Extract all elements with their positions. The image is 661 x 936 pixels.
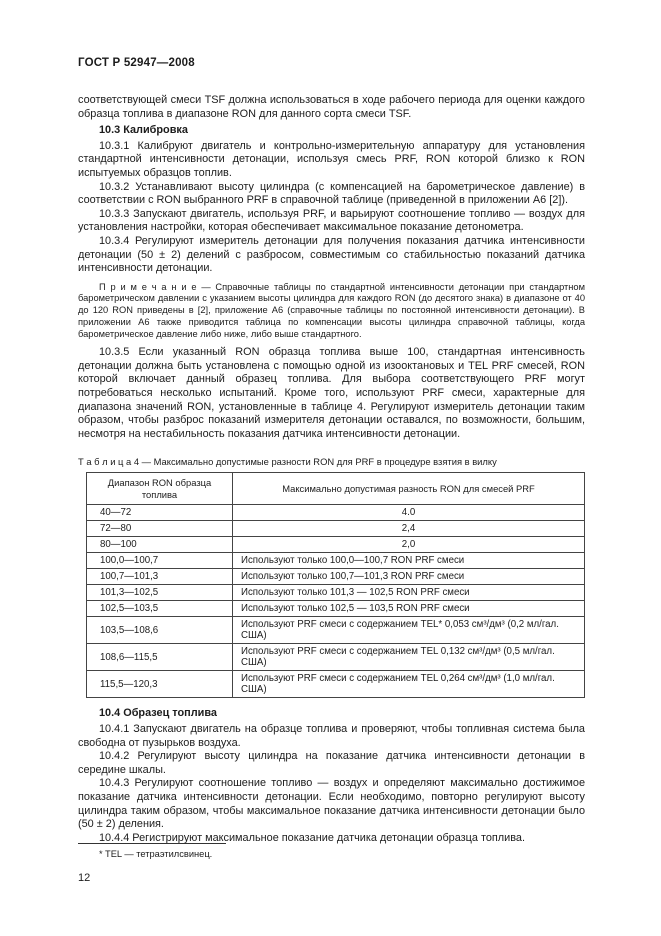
paragraph-intro: соответствующей смеси TSF должна использоваться в ходе рабочего периода для оценки каждого образца топлива в диапазоне RON для данного сорта смеси TSF. xyxy=(78,94,585,120)
table-row xyxy=(87,601,585,617)
table-header-row xyxy=(87,473,585,505)
range-cell: 72—80 xyxy=(87,521,233,537)
value-cell: 2,4 xyxy=(233,521,585,537)
header-cell-diff: Максимально допустимая разность RON для смесей PRF xyxy=(233,473,585,505)
value-cell: Используют только 100,7—101,3 RON PRF смеси xyxy=(233,569,585,585)
table-row xyxy=(87,671,585,698)
ron-prf-table xyxy=(86,472,585,698)
footnote-text: * TEL — тетраэтилсвинец. xyxy=(99,849,213,859)
range-cell: 108,6—115,5 xyxy=(87,644,233,671)
value-cell: Используют только 101,3 — 102,5 RON PRF смеси xyxy=(233,585,585,601)
range-cell: 101,3—102,5 xyxy=(87,585,233,601)
header-cell-range: Диапазон RON образца топлива xyxy=(87,473,233,505)
table-row xyxy=(87,644,585,671)
table-row xyxy=(87,569,585,585)
paragraph-10-4-2: 10.4.2 Регулируют высоту цилиндра на показание датчика интенсивности детонации в середине шкалы. xyxy=(78,750,585,776)
value-cell: 2,0 xyxy=(233,537,585,553)
value-cell: 4.0 xyxy=(233,505,585,521)
value-cell: Используют PRF смеси с содержанием TEL 0,264 см³/дм³ (1,0 мл/гал. США) xyxy=(233,671,585,698)
paragraph-10-4-3: 10.4.3 Регулируют соотношение топливо — воздух и определяют максимально достижимое показание датчика интенсивности детонации. Если необходимо, повторно регулируют высоту цилиндра таким образом, чтобы максимальное показание датчика интенсивности детонации было (50 ± 2) деления. xyxy=(78,777,585,831)
value-cell: Используют PRF смеси с содержанием TEL 0,132 см³/дм³ (0,5 мл/гал. США) xyxy=(233,644,585,671)
section-heading-10-4: 10.4 Образец топлива xyxy=(99,707,217,720)
range-cell: 103,5—108,6 xyxy=(87,617,233,644)
table-row xyxy=(87,505,585,521)
table-row xyxy=(87,521,585,537)
document-header: ГОСТ Р 52947—2008 xyxy=(78,57,195,69)
table-row xyxy=(87,553,585,569)
range-cell: 115,5—120,3 xyxy=(87,671,233,698)
paragraph-10-3-4: 10.3.4 Регулируют измеритель детонации для получения показания датчика интенсивности детонации (50 ± 2) делений с разбросом, совместимым со стабильностью показаний датчика интенсивности детонации. xyxy=(78,234,585,275)
paragraph-10-3-2: 10.3.2 Устанавливают высоту цилиндра (с компенсацией на барометрическое давление) в соответствии с RON выбранного PRF в справочной таблице (приведенной в приложении А6 [2]). xyxy=(78,180,585,207)
footnote-divider xyxy=(78,843,226,844)
range-cell: 80—100 xyxy=(87,537,233,553)
paragraph-10-3-3: 10.3.3 Запускают двигатель, используя PRF, и варьируют соотношение топливо — воздух для установления настройки, которая обеспечивает максимальное показание детонометра. xyxy=(78,207,585,234)
table-row xyxy=(87,537,585,553)
range-cell: 100,7—101,3 xyxy=(87,569,233,585)
document-body xyxy=(78,94,585,845)
paragraph-10-3-5: 10.3.5 Если указанный RON образца топлива выше 100, стандартная интенсивность детонации должна быть установлена с помощью одной из изооктановых и TEL PRF смесей, RON которой включает данный образец топлива. Для выбора соответствующего PRF могут потребоваться несколько испытаний. Кроме того, используют PRF смеси, характерные для диапазона значений RON, установленные в таблице 4. Регулируют измеритель детонации таким образом, чтобы разброс показаний измерителя детонации оставался, по возможности, большим, несмотря на нестабильность показания датчика интенсивности детонации. xyxy=(78,346,585,440)
page-number: 12 xyxy=(78,872,91,884)
table-row xyxy=(87,617,585,644)
value-cell: Используют только 100,0—100,7 RON PRF смеси xyxy=(233,553,585,569)
paragraph-10-3-1: 10.3.1 Калибруют двигатель и контрольно-измерительную аппаратуру для установления стандартной интенсивности детонации, используя смесь PRF, RON которой близко к RON испытуемых образцов топлив. xyxy=(78,139,585,179)
note-block: П р и м е ч а н и е — Справочные таблицы по стандартной интенсивности детонации при стандартном барометрическом давлении с указанием высоты цилиндра для каждого RON (до десятого знака) в диапазоне от 40 до 120 RON приведены в [2], приложение А6 (справочные таблицы по постоянной интенсивности детонации). В приложении А6 также приводится таблица по компенсации высоты цилиндра справочной таблицы, когда барометрическое давление либо ниже, либо выше стандартного. xyxy=(78,281,585,339)
paragraph-10-4-4: 10.4.4 Регистрируют максимальное показание датчика детонации образца топлива. xyxy=(99,831,525,844)
range-cell: 40—72 xyxy=(87,505,233,521)
paragraph-10-4-1: 10.4.1 Запускают двигатель на образце топлива и проверяют, чтобы топливная система была свободна от пузырьков воздуха. xyxy=(78,722,585,749)
value-cell: Используют PRF смеси с содержанием TEL* 0,053 см³/дм³ (0,2 мл/гал. США) xyxy=(233,617,585,644)
value-cell: Используют только 102,5 — 103,5 RON PRF смеси xyxy=(233,601,585,617)
range-cell: 102,5—103,5 xyxy=(87,601,233,617)
table-row xyxy=(87,585,585,601)
range-cell: 100,0—100,7 xyxy=(87,553,233,569)
table-caption: Т а б л и ц а 4 — Максимально допустимые разности RON для PRF в процедуре взятия в вилку xyxy=(78,456,497,468)
footnote-area xyxy=(78,843,226,859)
section-heading-10-3: 10.3 Калибровка xyxy=(99,124,188,137)
